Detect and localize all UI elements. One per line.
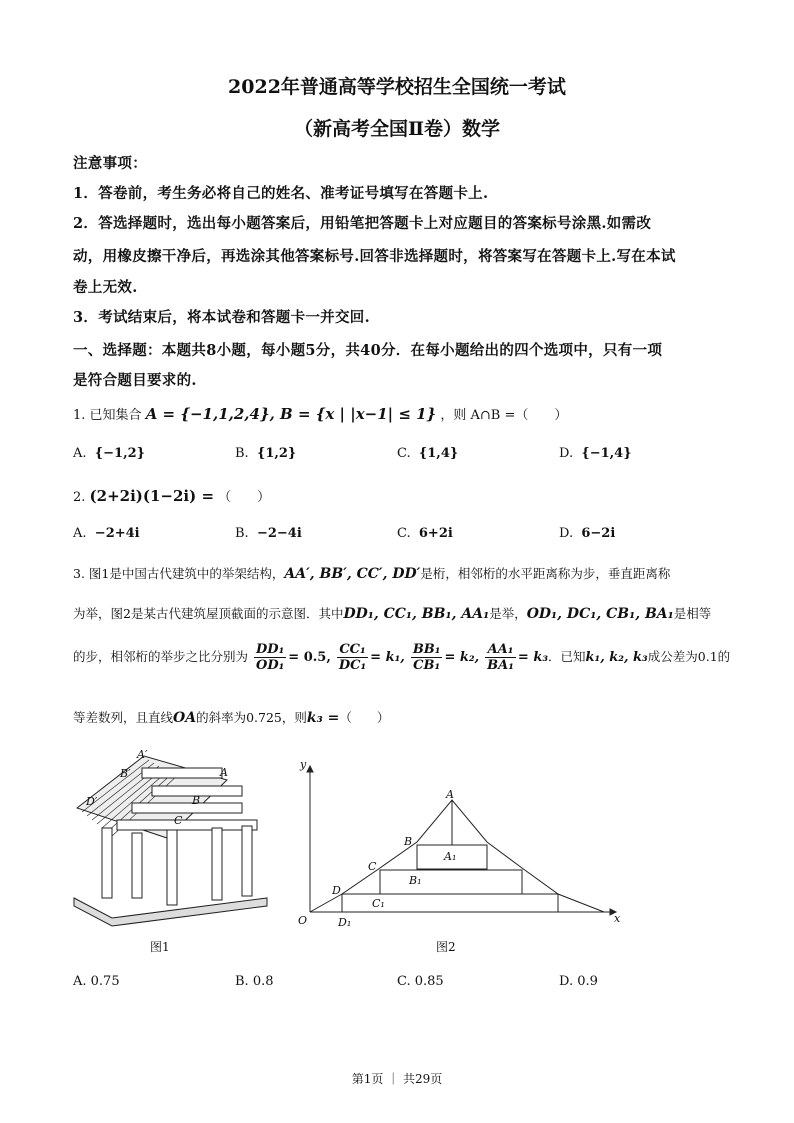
exam-subtitle: （新高考全国Ⅱ卷）数学: [293, 118, 500, 140]
note-item-2-line-1: 2．答选择题时，选出每小题答案后，用铅笔把答题卡上对应题目的答案标号涂黑.如需改: [73, 215, 652, 232]
q3-option-b[interactable]: B. 0.8: [235, 974, 274, 989]
q2-option-b[interactable]: B. −2−4i: [235, 526, 302, 541]
fig2-label-c1: C₁: [372, 897, 385, 910]
fig1-label-b-prime: B′: [120, 767, 131, 780]
fig2-label-d1: D₁: [338, 916, 352, 929]
roof-line: [310, 800, 604, 912]
q2-suffix: （ ）: [218, 490, 271, 505]
fig1-label-c: C: [174, 814, 183, 827]
fig2-label-b1: B₁: [409, 874, 422, 887]
q2-option-d[interactable]: D. 6−2i: [559, 526, 616, 541]
q3-option-a[interactable]: A. 0.75: [73, 974, 120, 989]
fig1-label-a-prime: A′: [137, 748, 148, 761]
note-item-1: 1．答卷前，考生务必将自己的姓名、准考证号填写在答题卡上.: [73, 185, 489, 202]
note-item-3: 3．考试结束后，将本试卷和答题卡一并交回.: [73, 309, 370, 326]
question-1: [73, 404, 567, 423]
q3-line-2: 为举，图2是某古代建筑屋顶截面的示意图．其中DD₁, CC₁, BB₁, AA₁是举，OD₁, DC₁, CB₁, BA₁是相等: [73, 606, 712, 622]
q3-option-d[interactable]: D. 0.9: [559, 974, 598, 989]
fig2-label-a: A: [446, 788, 454, 801]
section-1-line-1: 一、选择题：本题共8小题，每小题5分，共40分．在每小题给出的四个选项中，只有一项: [73, 342, 663, 359]
fig2-label-y: y: [300, 760, 307, 771]
page-footer: 第1页 ｜ 共29页: [351, 1072, 443, 1086]
q1-option-c[interactable]: C. {1,4}: [397, 446, 459, 461]
exam-title: 2022年普通高等学校招生全国统一考试: [228, 76, 566, 98]
fig2-label-o: O: [298, 914, 308, 927]
q1-sets: A = {−1,1,2,4}, B = {x | |x−1| ≤ 1}: [145, 405, 437, 423]
fig1-label-b: B: [192, 794, 201, 807]
figure-2-caption: 图2: [436, 940, 456, 954]
q1-option-a[interactable]: A. {−1,2}: [73, 446, 146, 461]
q1-prefix: 1. 已知集合: [73, 408, 142, 423]
q1-suffix: ，则 A∩B =（ ）: [440, 408, 568, 423]
fig1-label-d-prime: D′: [86, 795, 98, 808]
figure-1-caption: 图1: [150, 940, 170, 954]
fig2-label-c: C: [368, 860, 377, 873]
fig2-label-d: D: [332, 884, 341, 897]
q1-option-b[interactable]: B. {1,2}: [235, 446, 297, 461]
question-2: [73, 486, 270, 505]
notes-heading: 注意事项：: [73, 155, 147, 172]
figure-1-building: [72, 748, 272, 928]
q3-line-3: 的步，相邻桁的举步之比分别为 $\frac{\text{DD₁}}{\text{OD₁}}$ = 0.5, $\frac{\text{CC₁}}{\text{DC₁}}$ = k₁, $\frac{\text{BB₁}}{\text{CB₁}}$ = k₂, $\frac{\text{AA₁}}{\text{BA₁}}$ = k₃．已知k₁, k₂, k₃成公差为0.1的: [73, 642, 731, 673]
q2-expr: (2+2i)(1−2i) =: [89, 487, 215, 505]
figure-2-roof-section: [292, 760, 624, 932]
fig2-label-b: B: [404, 835, 413, 848]
fig2-label-x: x: [614, 912, 621, 925]
q1-option-d[interactable]: D. {−1,4}: [559, 446, 632, 461]
note-item-2-line-3: 卷上无效.: [73, 279, 138, 296]
note-item-2-line-2: 动，用橡皮擦干净后，再选涂其他答案标号.回答非选择题时，将答案写在答题卡上.写在本试: [73, 248, 676, 265]
q3-option-c[interactable]: C. 0.85: [397, 974, 444, 989]
q3-line-1: 3. 图1是中国古代建筑中的举架结构，AA′, BB′, CC′, DD′是桁，相邻桁的水平距离称为步，垂直距离称: [73, 566, 671, 582]
q2-option-a[interactable]: A. −2+4i: [73, 526, 140, 541]
q2-prefix: 2.: [73, 490, 86, 505]
fig1-label-a: A: [220, 766, 228, 779]
q2-option-c[interactable]: C. 6+2i: [397, 526, 453, 541]
fig2-label-a1: A₁: [444, 850, 457, 863]
q3-line-4: 等差数列，且直线OA的斜率为0.725，则k₃ =（ ）: [73, 710, 390, 726]
section-1-line-2: 是符合题目要求的.: [73, 372, 197, 389]
